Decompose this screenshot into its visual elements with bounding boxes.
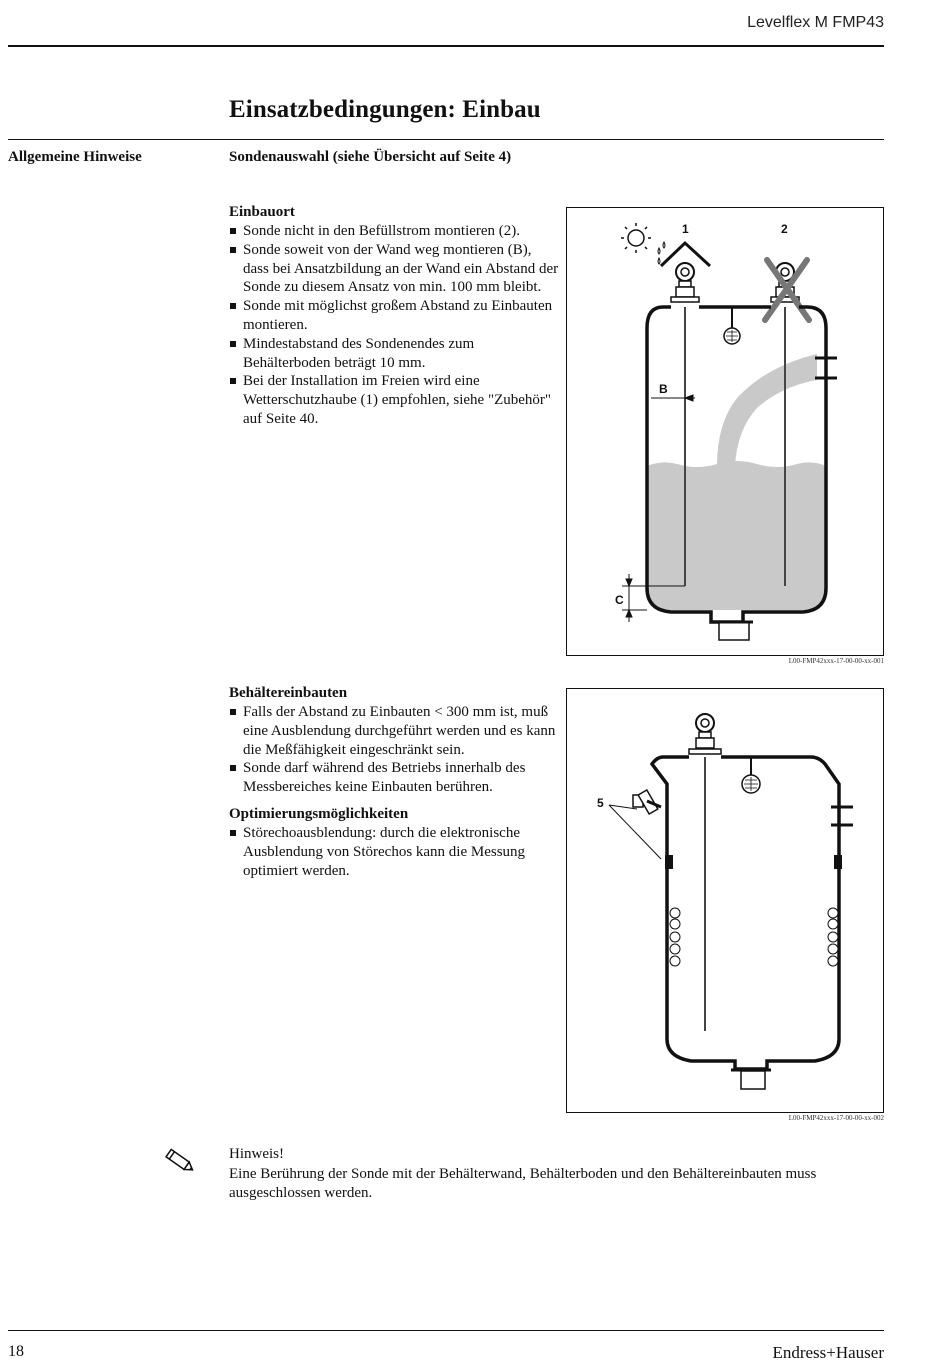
bottom-outlet — [719, 622, 749, 640]
bullet-square-icon — [230, 341, 236, 347]
wall-bracket-right — [834, 855, 842, 869]
list-item-text: Bei der Installation im Freien wird eine Wetterschutzhaube (1) empfohlen, siehe "Zubehör" auf Seite 40. — [243, 373, 552, 427]
bullet-square-icon — [230, 830, 236, 836]
figure-tank-internals — [566, 688, 884, 1113]
footer-rule — [8, 1330, 884, 1331]
liquid-fill — [647, 461, 826, 610]
list-item — [229, 222, 559, 241]
list-item — [229, 241, 559, 297]
wall-bracket-left — [665, 855, 673, 869]
obstacle-icon — [742, 757, 760, 793]
bottom-outlet — [741, 1071, 765, 1089]
transmitter-head — [689, 714, 721, 754]
section-rule — [8, 139, 884, 140]
list-item — [229, 824, 559, 880]
side-nozzle — [831, 807, 853, 825]
header-rule — [8, 45, 884, 47]
running-title: Levelflex M FMP43 — [747, 14, 884, 31]
bullet-square-icon — [230, 247, 236, 253]
sun-icon — [621, 223, 651, 253]
bullet-square-icon — [230, 303, 236, 309]
list-item-text: Sonde mit möglichst großem Abstand zu Einbauten montieren. — [243, 298, 553, 333]
label-b: B — [659, 382, 668, 396]
transmitter-head-1 — [671, 263, 699, 302]
figure-2-caption: L00-FMP42xxx-17-00-00-xx-002 — [788, 1114, 884, 1122]
list-item-text: Sonde soweit von der Wand weg montieren (B), dass bei Ansatzbildung an der Wand ein Abstand der Sonde zu diesem Ansatz von min. 100 mm bleibt. — [243, 241, 559, 296]
einbauort-list — [229, 222, 559, 429]
label-c: C — [615, 593, 624, 607]
list-item-text: Falls der Abstand zu Einbauten < 300 mm ist, muß eine Ausblendung durchgeführt werden und es kann die Meßfähigkeit eingeschränkt sein. — [243, 704, 556, 758]
label-5: 5 — [597, 796, 604, 810]
tank-diagram-2 — [567, 689, 883, 1112]
callout-lines-5 — [609, 805, 661, 859]
figure-1-caption: L00-FMP42xxx-17-00-00-xx-001 — [788, 657, 884, 665]
list-item-text: Sonde darf während des Betriebs innerhalb des Messbereiches keine Einbauten berühren. — [243, 760, 526, 796]
note-heading: Hinweis! — [229, 1146, 284, 1162]
pencil-note-icon — [160, 1142, 198, 1180]
optimierung-heading: Optimierungsmöglichkeiten — [229, 805, 409, 822]
side-heading: Allgemeine Hinweise — [8, 149, 142, 165]
rain-icon — [658, 242, 665, 264]
figure-tank-installation — [566, 207, 884, 656]
behaelter-heading: Behältereinbauten — [229, 685, 348, 701]
list-item — [229, 297, 559, 335]
list-item — [229, 703, 559, 759]
brand-name: Endress+Hauser — [772, 1343, 884, 1362]
einbauort-block — [229, 203, 559, 429]
einbauort-heading: Einbauort — [229, 204, 295, 220]
heating-coil-left — [670, 908, 680, 966]
note-text: Eine Berührung der Sonde mit der Behälterwand, Behälterboden und den Behältereinbauten muss ausgeschlossen werden. — [229, 1166, 817, 1201]
filling-stream — [717, 354, 817, 466]
list-item-text: Störechoausblendung: durch die elektronische Ausblendung von Störechos kann die Messung optimiert werden. — [243, 824, 526, 879]
list-item — [229, 372, 559, 428]
label-2: 2 — [781, 222, 788, 236]
optimierung-list — [229, 824, 559, 880]
behaelter-list — [229, 703, 559, 797]
list-item-text: Sonde nicht in den Befüllstrom montieren (2). — [243, 223, 521, 239]
dimension-b — [651, 395, 695, 401]
list-item — [229, 759, 559, 797]
heating-coil-right — [828, 908, 838, 966]
behaelter-block — [229, 684, 559, 880]
label-1: 1 — [682, 222, 689, 236]
section-title: Einsatzbedingungen: Einbau — [229, 96, 541, 123]
bullet-square-icon — [230, 378, 236, 384]
bullet-square-icon — [230, 765, 236, 771]
page-number: 18 — [8, 1343, 24, 1360]
tank-diagram-1 — [567, 208, 883, 655]
side-mounted-device — [633, 790, 661, 814]
obstacle-icon — [724, 307, 740, 344]
list-item — [229, 335, 559, 373]
bullet-square-icon — [230, 709, 236, 715]
subheading: Sondenauswahl (siehe Übersicht auf Seite 4) — [229, 149, 512, 165]
list-item-text: Mindestabstand des Sondenendes zum Behälterboden beträgt 10 mm. — [243, 335, 475, 371]
bullet-square-icon — [230, 228, 236, 234]
